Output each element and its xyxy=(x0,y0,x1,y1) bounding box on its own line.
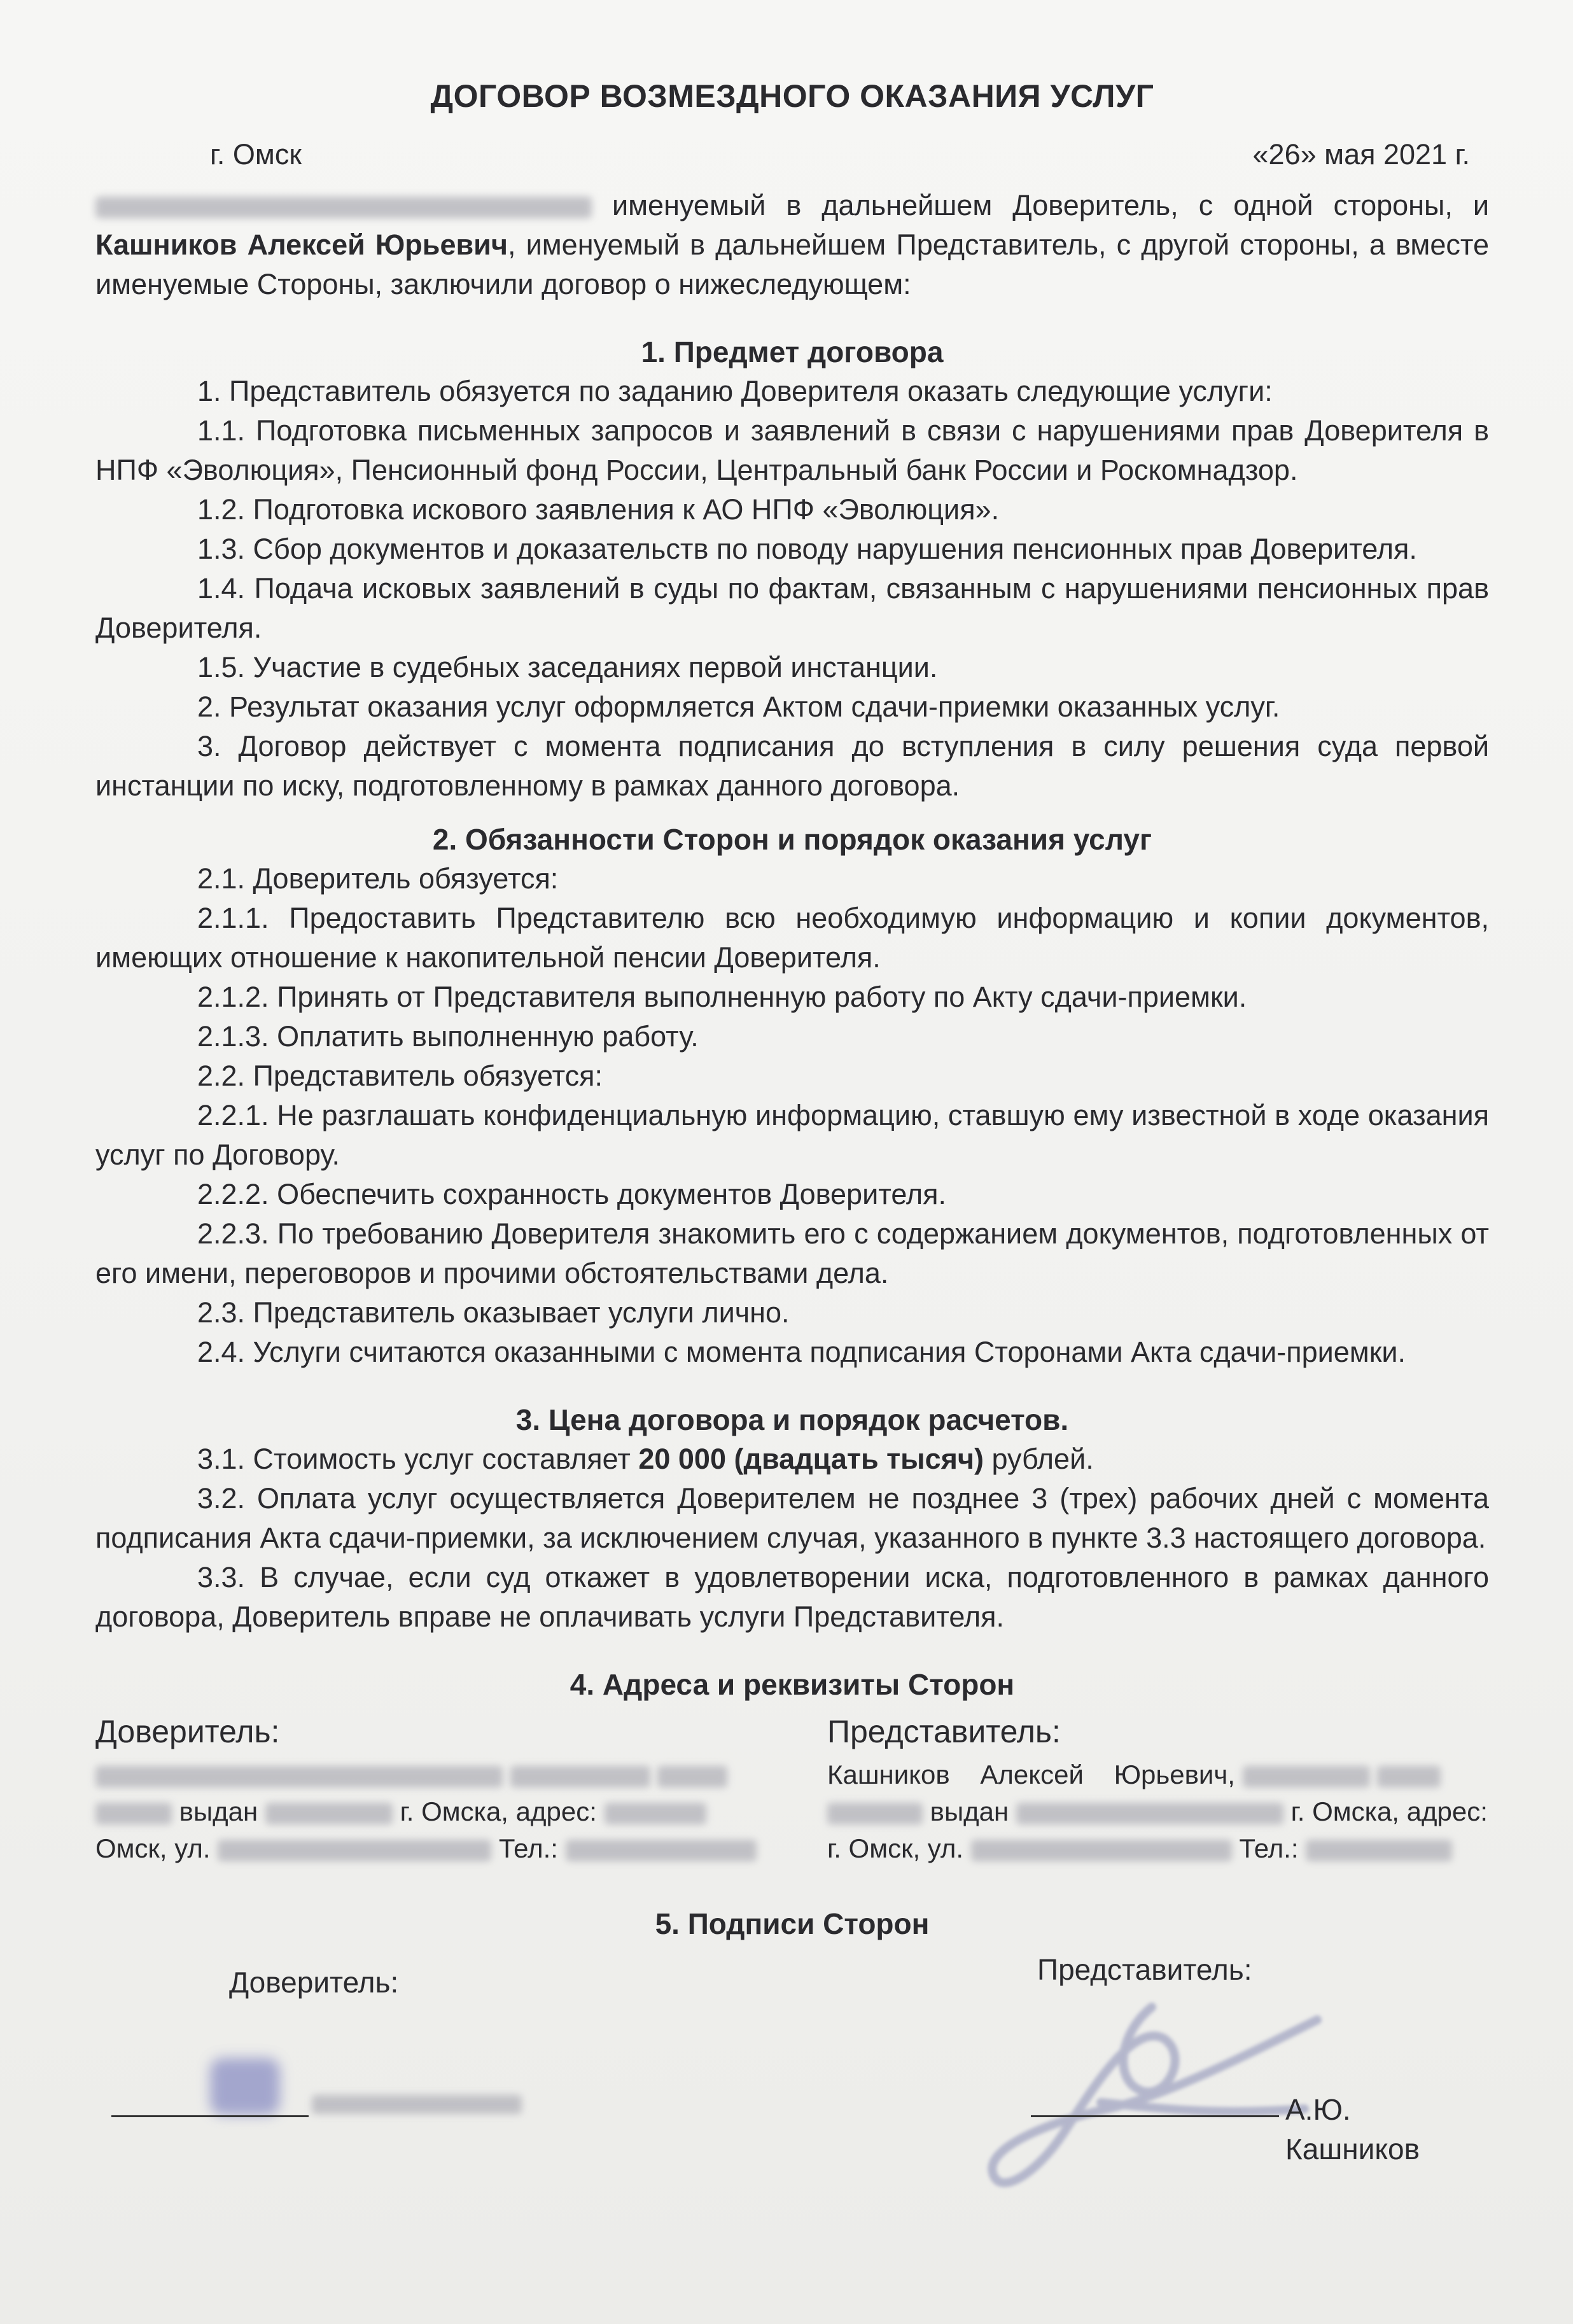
section1-p1-4: 1.4. Подача исковых заявлений в суды по фактам, связанным с нарушениями пенсионных прав Доверителя. xyxy=(95,572,1489,644)
client-signature-line xyxy=(111,2115,309,2117)
section1-p1-3: 1.3. Сбор документов и доказательств по поводу нарушения пенсионных прав Доверителя. xyxy=(197,533,1417,565)
section2-p2-1-3: 2.1.3. Оплатить выполненную работу. xyxy=(197,1020,699,1053)
client-head: Доверитель: xyxy=(95,1714,280,1749)
client-signature-redacted xyxy=(210,2058,280,2115)
representative-signature-line xyxy=(1031,2115,1279,2117)
representative-name: Кашников Алексей Юрьевич xyxy=(95,228,508,261)
section2-p2-2: 2.2. Представитель обязуется: xyxy=(197,1060,603,1092)
section2-p2-2-2: 2.2.2. Обеспечить сохранность документов Доверителя. xyxy=(197,1178,946,1210)
redacted-client-data xyxy=(566,1840,757,1861)
price: 20 000 (двадцать тысяч) xyxy=(638,1443,984,1475)
redacted-rep-data xyxy=(1243,1766,1370,1788)
section1-heading: 1. Предмет договора xyxy=(641,335,944,368)
redacted-client-data xyxy=(95,1803,172,1824)
section3-p3-3: 3.3. В случае, если суд откажет в удовлетворении иска, подготовленного в рамках данного договора, Доверитель вправе не оплачивать услуги Представителя. xyxy=(95,1561,1489,1633)
section3-p3-2: 3.2. Оплата услуг осуществляется Доверителем не позднее 3 (трех) рабочих дней с момента подписания Акта сдачи-приемки, за исключением случая, указанного в пункте 3.3 настоящего договора. xyxy=(95,1482,1489,1554)
section3-p3-1: 3.1. Стоимость услуг составляет 20 000 (двадцать тысяч) рублей. xyxy=(197,1443,1094,1475)
redacted-client-data xyxy=(510,1766,650,1788)
contract-date: «26» мая 2021 г. xyxy=(1252,138,1470,171)
section4-heading: 4. Адреса и реквизиты Сторон xyxy=(570,1668,1015,1701)
representative-details: Представитель: Кашников Алексей Юрьевич, выдан г. Омска, адрес: г. Омск, ул. Тел.: xyxy=(827,1713,1489,1867)
section2-heading: 2. Обязанности Сторон и порядок оказания услуг xyxy=(432,823,1152,856)
redacted-client-data xyxy=(265,1803,393,1824)
representative-head: Представитель: xyxy=(827,1714,1061,1749)
section5-heading: 5. Подписи Сторон xyxy=(655,1907,930,1940)
client-sign-label: Доверитель: xyxy=(229,1966,399,1999)
contract xyxy=(95,76,1489,2211)
section2-p2-1-2: 2.1.2. Принять от Представителя выполненную работу по Акту сдачи-приемки. xyxy=(197,981,1247,1013)
redacted-client-name xyxy=(95,197,592,218)
city: г. Омск xyxy=(210,138,302,171)
section1-p1-2: 1.2. Подготовка искового заявления к АО НПФ «Эволюция». xyxy=(197,493,1000,526)
section2-p2-1-1: 2.1.1. Предоставить Представителю всю необходимую информацию и копии документов, имеющих отношение к накопительной пенсии Доверителя. xyxy=(95,902,1489,974)
section2-p2-2-3: 2.2.3. По требованию Доверителя знакомить его с содержанием документов, подготовленных от его имени, переговоров и прочими обстоятельствами дела. xyxy=(95,1217,1489,1289)
redacted-rep-data xyxy=(1377,1766,1441,1788)
contract-title: ДОГОВОР ВОЗМЕЗДНОГО ОКАЗАНИЯ УСЛУГ xyxy=(430,78,1154,114)
section3-heading: 3. Цена договора и порядок расчетов. xyxy=(515,1403,1069,1436)
redacted-client-data xyxy=(657,1766,727,1788)
section1-p1-1: 1.1. Подготовка письменных запросов и заявлений в связи с нарушениями прав Доверителя в НПФ «Эволюция», Пенсионный фонд России, Центральный банк России и Роскомнадзор. xyxy=(95,414,1489,486)
client-details: Доверитель: выдан г. Омска, адрес: Омск, ул. Тел.: xyxy=(95,1713,757,1867)
redacted-rep-data xyxy=(971,1840,1232,1861)
signatures xyxy=(95,1943,1489,2211)
redacted-rep-data xyxy=(1016,1803,1283,1824)
redacted-rep-data xyxy=(827,1803,923,1824)
redacted-rep-data xyxy=(1306,1840,1452,1861)
redacted-client-data xyxy=(605,1803,706,1824)
section1-p1-5: 1.5. Участие в судебных заседаниях первой инстанции. xyxy=(197,651,938,683)
section2-p2-2-1: 2.2.1. Не разглашать конфиденциальную информацию, ставшую ему известной в ходе оказания услуг по Договору. xyxy=(95,1099,1489,1171)
redacted-client-data xyxy=(95,1766,503,1788)
representative-initials: А.Ю. Кашников xyxy=(1285,2093,1420,2166)
section1-p1: 1. Представитель обязуется по заданию Доверителя оказать следующие услуги: xyxy=(197,375,1273,407)
section1-p3: 3. Договор действует с момента подписания до вступления в силу решения суда первой инстанции по иску, подготовленному в рамках данного договора. xyxy=(95,730,1489,802)
section1-p2: 2. Результат оказания услуг оформляется Актом сдачи-приемки оказанных услуг. xyxy=(197,690,1280,723)
intro-paragraph: именуемый в дальнейшем Доверитель, с одной стороны, и Кашников Алексей Юрьевич, именуемый в дальнейшем Представитель, с другой стороны, а вместе именуемые Стороны, заключили договор о нижеследующем: xyxy=(95,189,1489,300)
place-date-row xyxy=(95,135,1489,174)
redacted-client-initials xyxy=(312,2095,522,2114)
section2-p2-1: 2.1. Доверитель обязуется: xyxy=(197,862,559,895)
section2-p2-3: 2.3. Представитель оказывает услуги лично. xyxy=(197,1296,790,1329)
party-details xyxy=(95,1713,1489,1867)
redacted-client-data xyxy=(218,1840,491,1861)
representative-sign-label: Представитель: xyxy=(1037,1953,1252,1986)
section2-p2-4: 2.4. Услуги считаются оказанными с момента подписания Сторонами Акта сдачи-приемки. xyxy=(197,1336,1406,1368)
